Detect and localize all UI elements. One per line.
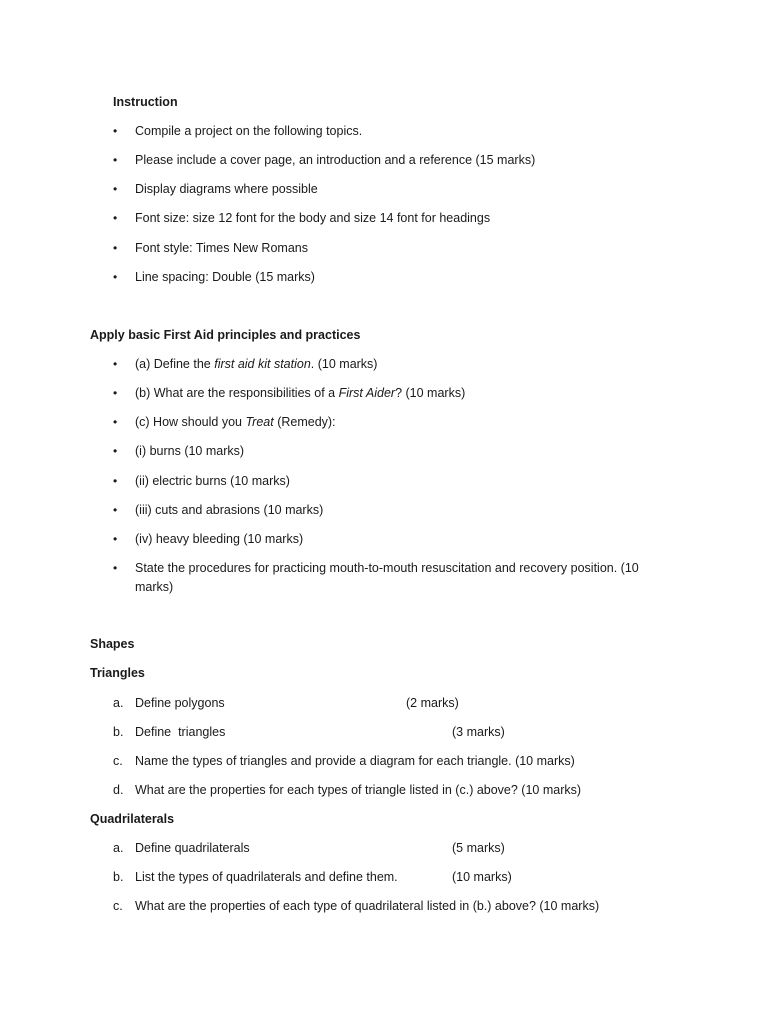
bullet-icon: • — [113, 153, 118, 167]
shapes-heading: Shapes — [90, 637, 135, 651]
bullet-icon: • — [113, 561, 118, 575]
quadrilaterals-heading: Quadrilaterals — [90, 812, 175, 826]
instruction-item: Font size: size 12 font for the body and size 14 font for headings — [135, 211, 491, 225]
bullet-icon: • — [113, 386, 118, 400]
bullet-icon: • — [113, 474, 118, 488]
instruction-item: Font style: Times New Romans — [135, 241, 308, 255]
first-aid-item: (iii) cuts and abrasions (10 marks) — [135, 503, 324, 517]
bullet-icon: • — [113, 444, 118, 458]
triangles-item: Define polygons — [135, 696, 225, 710]
marks-label: (10 marks) — [452, 870, 512, 884]
bullet-icon: • — [113, 182, 118, 196]
triangles-heading: Triangles — [90, 666, 145, 680]
list-letter: c. — [113, 754, 123, 768]
marks-label: (3 marks) — [452, 725, 505, 739]
instruction-item: Please include a cover page, an introduction and a reference (15 marks) — [135, 153, 536, 167]
triangles-item: Define triangles — [135, 725, 226, 739]
first-aid-item: (iv) heavy bleeding (10 marks) — [135, 532, 304, 546]
first-aid-item-c: (c) How should you Treat (Remedy): — [135, 415, 336, 429]
instruction-item: Compile a project on the following topics. — [135, 124, 363, 138]
list-letter: c. — [113, 899, 123, 913]
first-aid-item-b: (b) What are the responsibilities of a First Aider? (10 marks) — [135, 386, 466, 400]
list-letter: b. — [113, 870, 124, 884]
triangles-item: What are the properties for each types of triangle listed in (c.) above? (10 marks) — [135, 783, 582, 797]
bullet-icon: • — [113, 270, 118, 284]
bullet-icon: • — [113, 503, 118, 517]
bullet-icon: • — [113, 532, 118, 546]
list-letter: d. — [113, 783, 124, 797]
first-aid-item: (i) burns (10 marks) — [135, 444, 245, 458]
instruction-item: Display diagrams where possible — [135, 182, 318, 196]
first-aid-item-a: (a) Define the first aid kit station. (10 marks) — [135, 357, 378, 371]
first-aid-item: State the procedures for practicing mouth-to-mouth resuscitation and recovery position. (10 marks) — [135, 561, 639, 594]
list-letter: b. — [113, 725, 124, 739]
quadrilaterals-item: Define quadrilaterals — [135, 841, 250, 855]
bullet-icon: • — [113, 211, 118, 225]
first-aid-item: (ii) electric burns (10 marks) — [135, 474, 290, 488]
quadrilaterals-item: What are the properties of each type of quadrilateral listed in (b.) above? (10 marks) — [135, 899, 600, 913]
bullet-icon: • — [113, 241, 118, 255]
triangles-item: Name the types of triangles and provide a diagram for each triangle. (10 marks) — [135, 754, 575, 768]
instruction-item: Line spacing: Double (15 marks) — [135, 270, 315, 284]
first-aid-heading: Apply basic First Aid principles and practices — [90, 328, 361, 342]
instruction-heading: Instruction — [113, 95, 178, 109]
marks-label: (5 marks) — [452, 841, 505, 855]
marks-label: (2 marks) — [406, 696, 459, 710]
bullet-icon: • — [113, 124, 118, 138]
list-letter: a. — [113, 841, 124, 855]
bullet-icon: • — [113, 357, 118, 371]
list-letter: a. — [113, 696, 124, 710]
quadrilaterals-item: List the types of quadrilaterals and define them. — [135, 870, 398, 884]
bullet-icon: • — [113, 415, 118, 429]
